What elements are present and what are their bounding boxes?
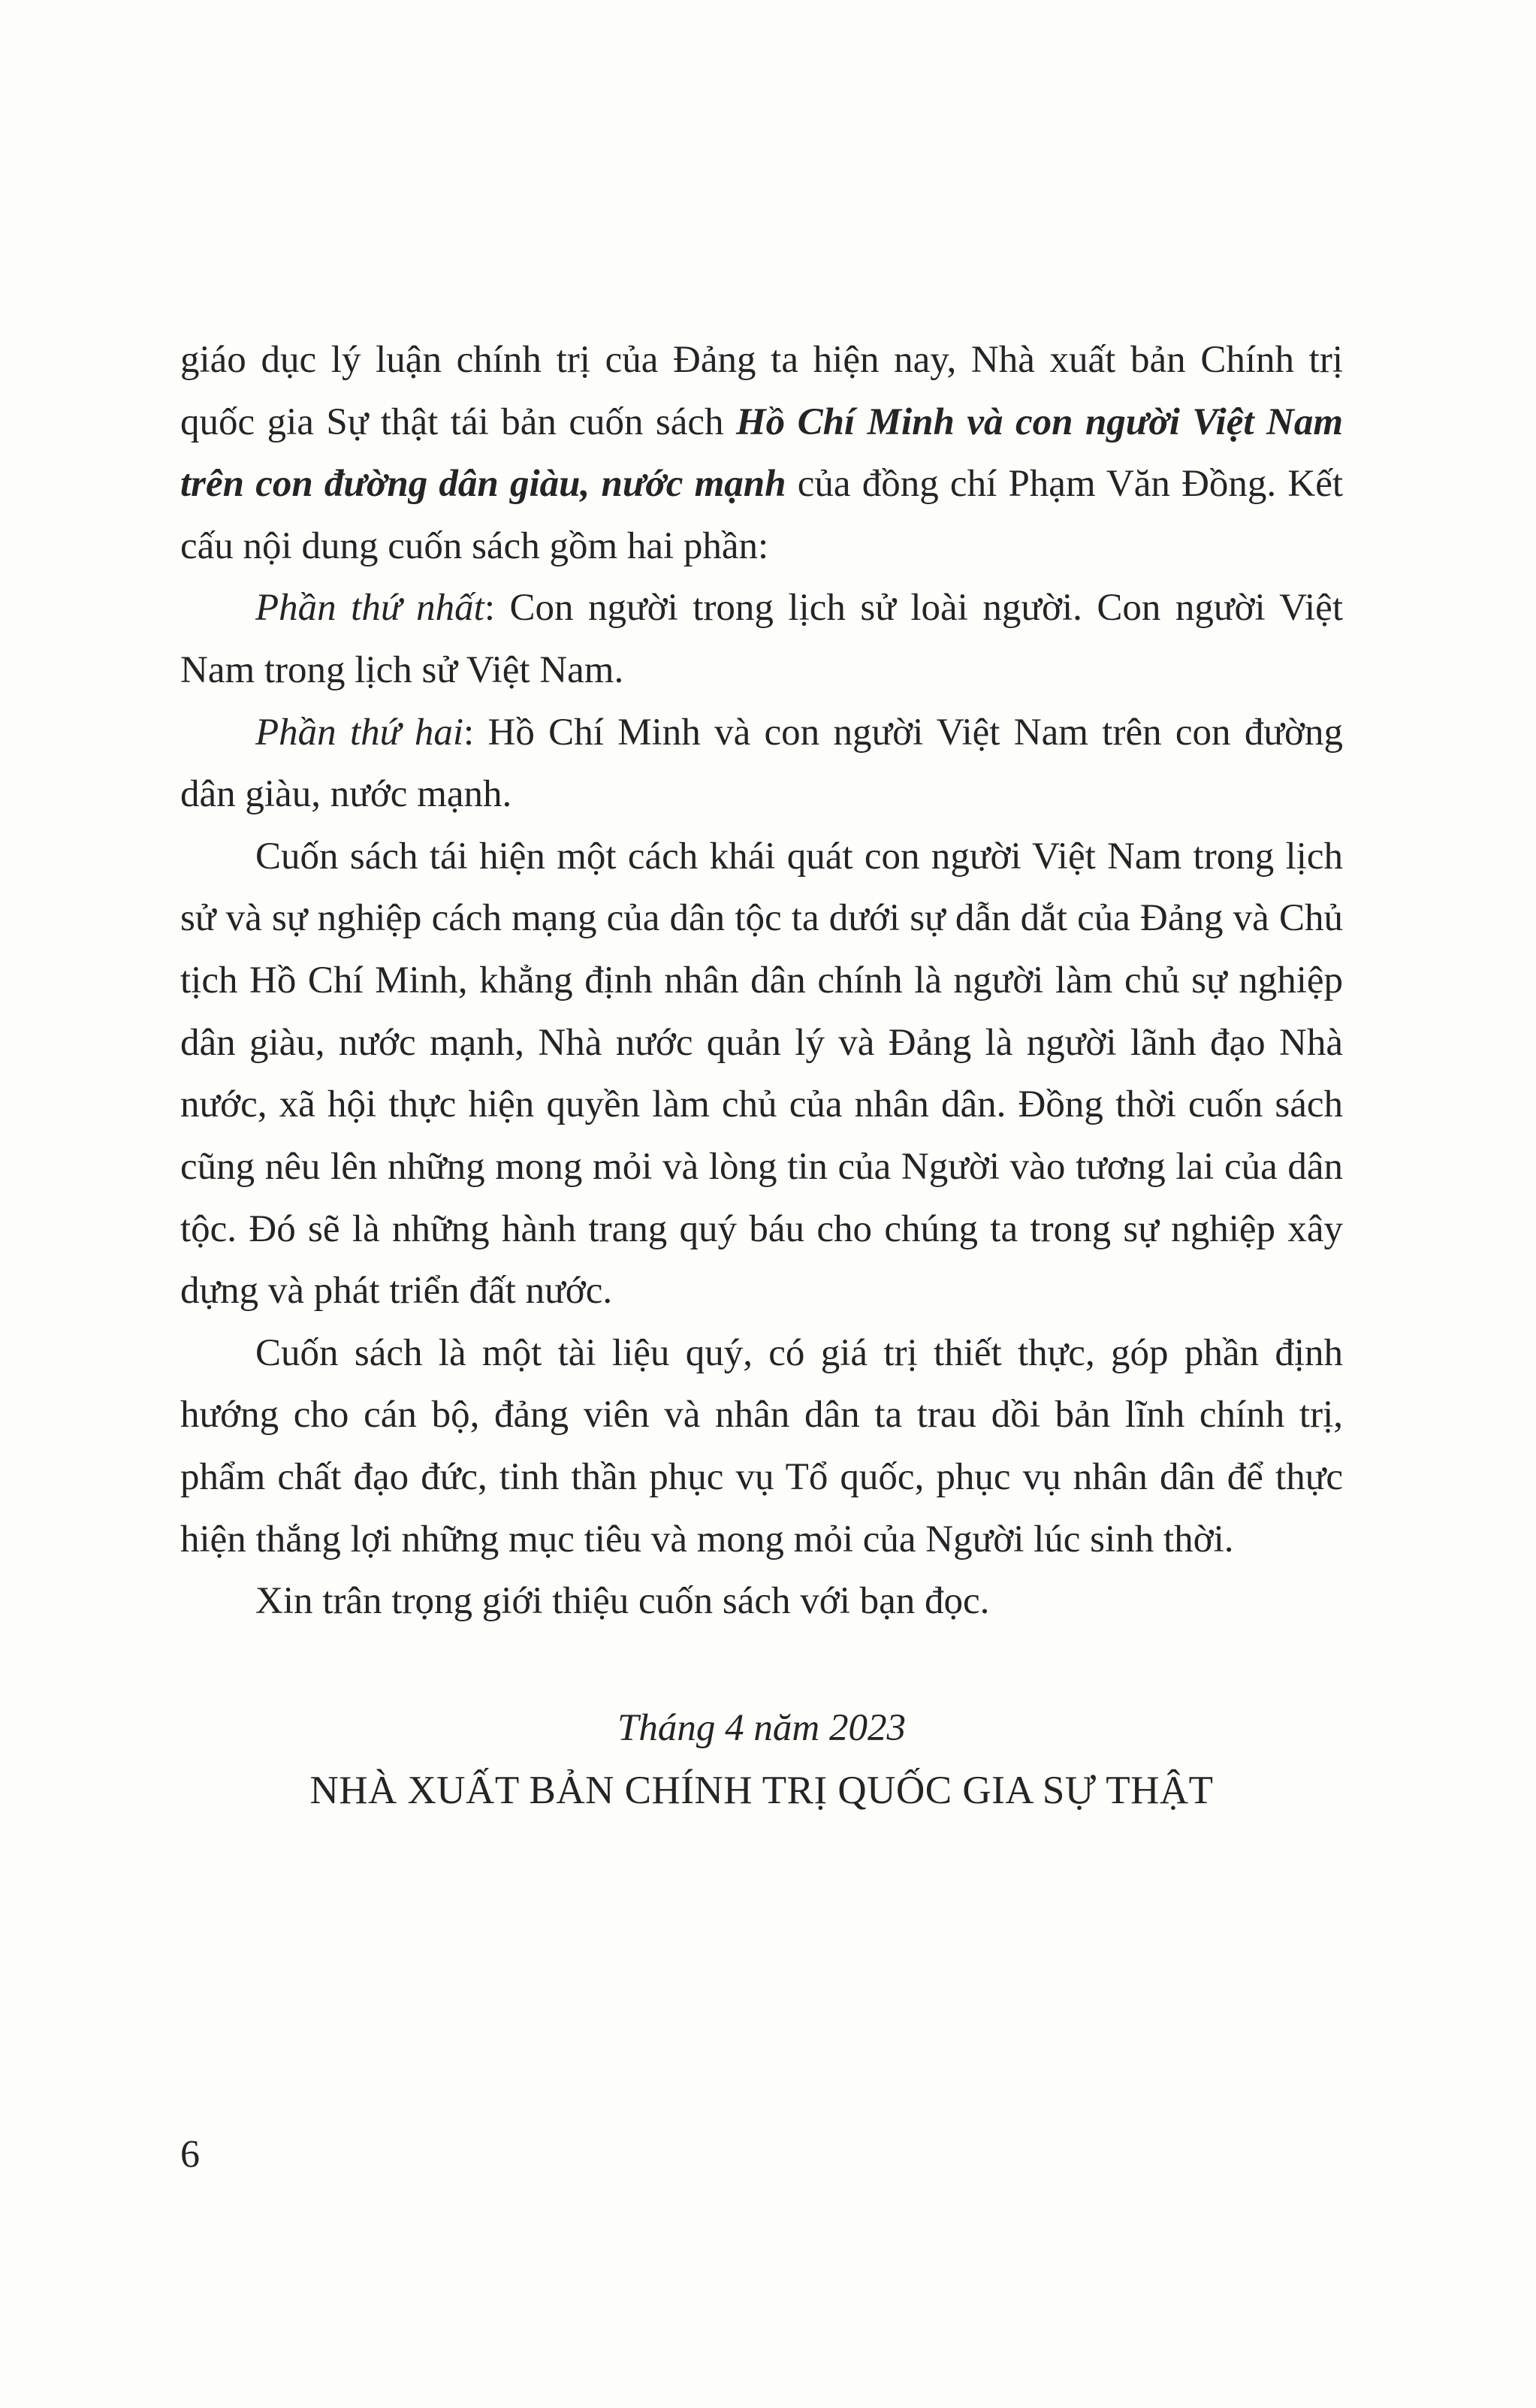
book-title: Hồ Chí Minh và con người Việt Nam trên con đường dân giàu, nước mạnh — [180, 400, 1344, 506]
text-block — [180, 329, 1343, 1823]
paragraph-value: Cuốn sách là một tài liệu quý, có giá trị thiết thực, góp phần định hướng cho cán bộ, đảng viên và nhân dân ta trau dồi bản lĩnh chính trị, phẩm chất đạo đức, tinh thần phục vụ Tổ quốc, phục vụ nhân dân để thực hiện thắng lợi những mục tiêu và mong mỏi của Người lúc sinh thời. — [180, 1331, 1343, 1561]
text-segment: của đồng chí Phạm Văn Đồng. Kết cấu nội dung cuốn sách gồm hai phần: — [180, 463, 1343, 567]
closing-block — [180, 1697, 1343, 1823]
text-segment: : Hồ Chí Minh và con người Việt Nam trên con đường dân giàu, nước mạnh. — [180, 711, 1344, 816]
paragraph-part-one — [180, 577, 1343, 701]
paragraph-closing: Xin trân trọng giới thiệu cuốn sách với bạn đọc. — [255, 1580, 990, 1623]
publisher-line: NHÀ XUẤT BẢN CHÍNH TRỊ QUỐC GIA SỰ THẬT — [309, 1769, 1214, 1813]
text-segment: giáo dục lý luận chính trị của Đảng ta hiện nay, Nhà xuất bản Chính trị quốc gia Sự thật tái bản cuốn sách — [180, 339, 1343, 443]
paragraph-part-two — [180, 702, 1343, 826]
part-two-label: Phần thứ hai — [255, 711, 463, 754]
paragraph-intro — [180, 329, 1343, 577]
text-segment: : Con người trong lịch sử loài người. Con người Việt Nam trong lịch sử Việt Nam. — [180, 587, 1343, 692]
paragraph-summary: Cuốn sách tái hiện một cách khái quát con người Việt Nam trong lịch sử và sự nghiệp cách mạng của dân tộc ta dưới sự dẫn dắt của Đảng và Chủ tịch Hồ Chí Minh, khẳng định nhân dân chính là người làm chủ sự nghiệp dân giàu, nước mạnh, Nhà nước quản lý và Đảng là người lãnh đạo Nhà nước, xã hội thực hiện quyền làm chủ của nhân dân. Đồng thời cuốn sách cũng nêu lên những mong mỏi và lòng tin của Người vào tương lai của dân tộc. Đó sẽ là những hành trang quý báu cho chúng ta trong sự nghiệp xây dựng và phát triển đất nước. — [180, 835, 1343, 1313]
page-number: 6 — [180, 2133, 200, 2176]
part-one-label: Phần thứ nhất — [255, 587, 484, 630]
date-line: Tháng 4 năm 2023 — [617, 1706, 906, 1749]
